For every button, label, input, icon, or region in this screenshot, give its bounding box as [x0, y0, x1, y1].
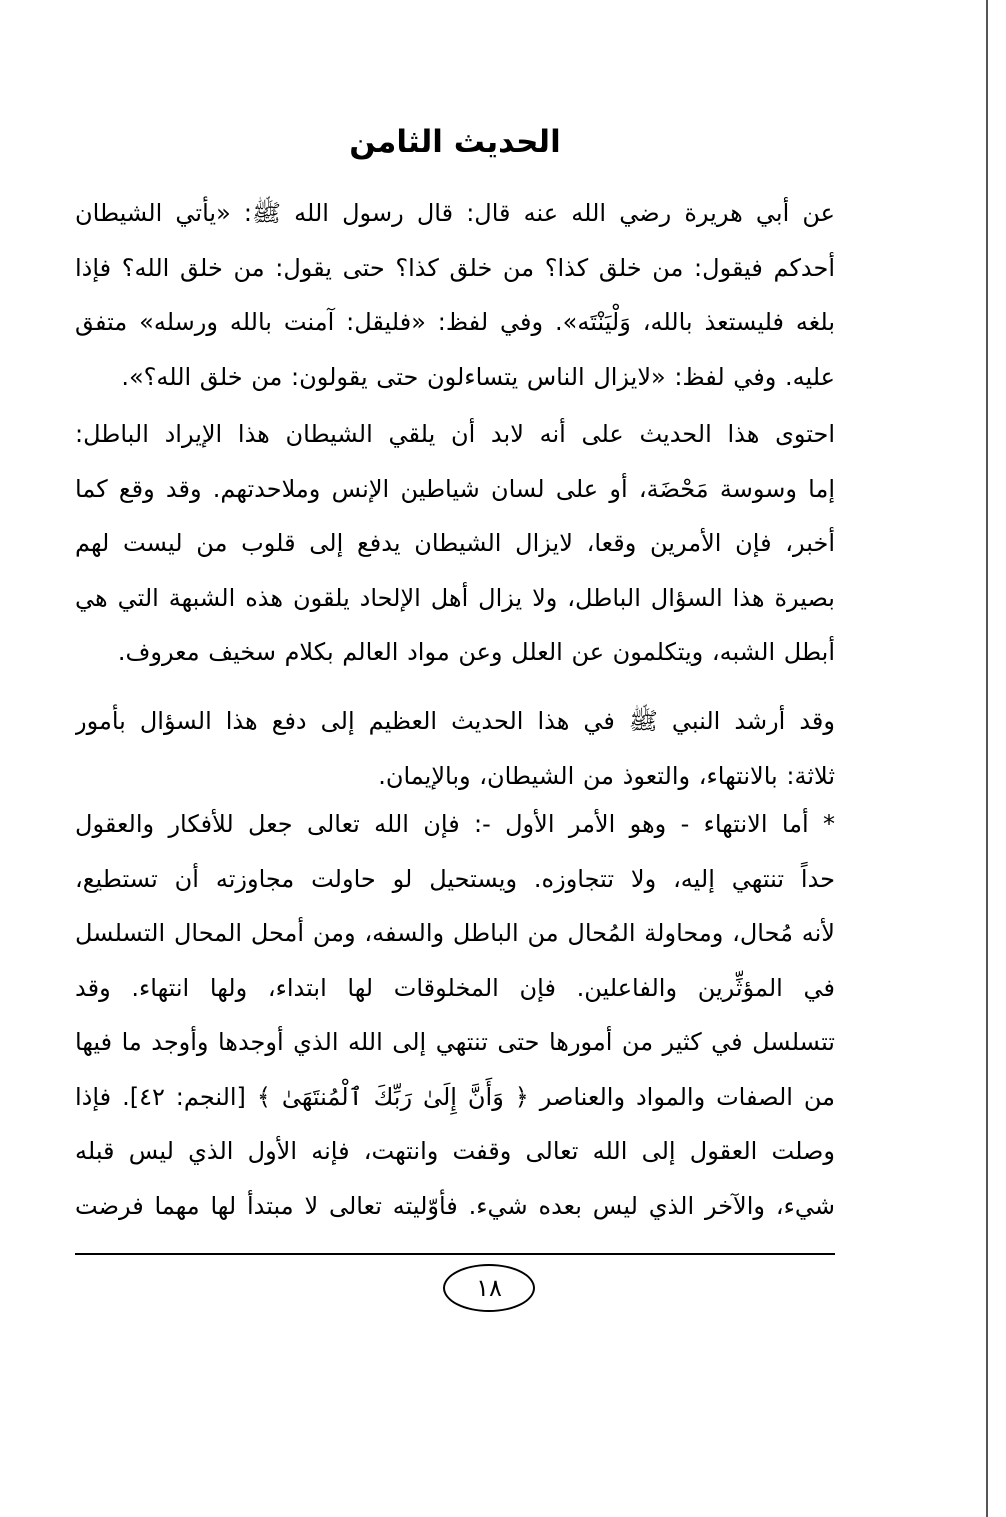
text-line: بصيرة هذا السؤال الباطل، ولا يزال أهل الإلحاد يلقون هذه الشبهة التي هي [75, 583, 835, 612]
text-line: * أما الانتهاء - وهو الأمر الأول -: فإن الله تعالى جعل للأفكار والعقول [75, 810, 835, 838]
text-line: في المؤثِّرين والفاعلين. فإن المخلوقات لها ابتداء، ولها انتهاء. وقد [75, 973, 835, 1002]
page-number: ١٨ [443, 1264, 535, 1312]
page-edge-line [986, 0, 988, 1517]
text-line: احتوى هذا الحديث على أنه لابد أن يلقي الشيطان هذا الإيراد الباطل: [75, 420, 835, 448]
chapter-title: الحديث الثامن [349, 124, 561, 160]
text-line: بلغه فليستعذ بالله، وَلْيَنْتَه». وفي لفظ: «فليقل: آمنت بالله ورسله» متفق [75, 308, 835, 336]
text-line: أحدكم فيقول: من خلق كذا؟ من خلق كذا؟ حتى يقول: من خلق الله؟ فإذا [75, 253, 835, 282]
paragraph-1 [75, 186, 835, 404]
text-line: أبطل الشبه، ويتكلمون عن العلل وعن مواد العالم بكلام سخيف معروف. [117, 638, 835, 666]
text-line: أخبر، فإن الأمرين وقعا، لايزال الشيطان يدفع إلى قلوب من ليست لهم [75, 529, 835, 557]
text-line: شيء، والآخر الذي ليس بعده شيء. فأوّليته تعالى لا مبتدأ لها مهما فرضت [75, 1191, 835, 1220]
text-line: وقد أرشد النبي ﷺ في هذا الحديث العظيم إلى دفع هذا السؤال بأمور [75, 707, 835, 735]
paragraph-2 [75, 407, 835, 680]
paragraph-4 [75, 797, 835, 1233]
text-line: حداً تنتهي إليه، ولا تتجاوزه. ويستحيل لو حاولت مجاوزته أن تستطيع، [75, 864, 835, 893]
footer-rule [75, 1253, 835, 1255]
text-line: لأنه مُحال، ومحاولة المُحال من الباطل والسفه، ومن أمحل المحال التسلسل [75, 919, 835, 947]
text-line: عن أبي هريرة رضي الله عنه قال: قال رسول الله ﷺ: «يأتي الشيطان [75, 199, 835, 227]
text-line: إما وسوسة مَحْضَة، أو على لسان شياطين الإنس وملاحدتهم. وقد وقع كما [75, 474, 835, 503]
paragraph-3 [75, 694, 835, 803]
text-line: من الصفات والمواد والعناصر ﴿ وَأَنَّ إِلَىٰ رَبِّكَ ٱلْمُنتَهَىٰ ﴾ [النجم: ٤٢]. فإذا [75, 1082, 835, 1111]
text-line: ثلاثة: بالانتهاء، والتعوذ من الشيطان، وبالإيمان. [378, 761, 835, 790]
text-line: عليه. وفي لفظ: «لايزال الناس يتساءلون حتى يقولون: من خلق الله؟». [121, 362, 835, 391]
text-line: تتسلسل في كثير من أمورها حتى تنتهي إلى الله الذي أوجدها وأوجد ما فيها [75, 1028, 835, 1056]
text-line: وصلت العقول إلى الله تعالى وقفت وانتهت، فإنه الأول الذي ليس قبله [75, 1137, 835, 1165]
